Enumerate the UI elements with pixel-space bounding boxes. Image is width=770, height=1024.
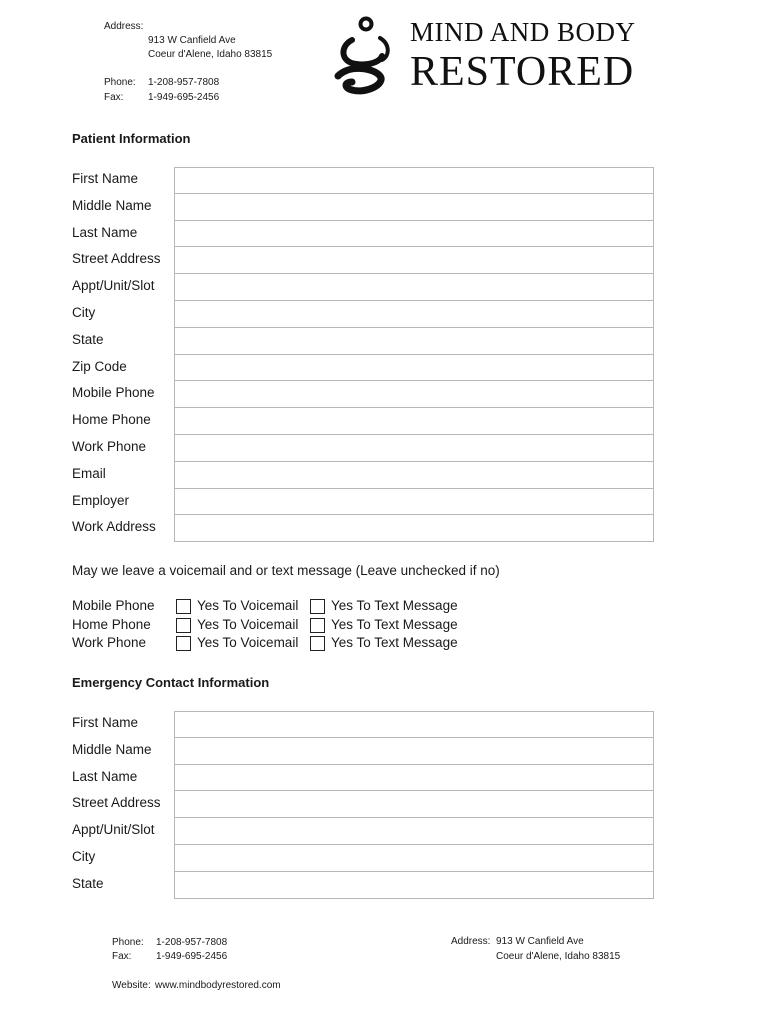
home-phone-text-checkbox[interactable]	[310, 618, 325, 633]
voicemail-row-label: Home Phone	[72, 616, 151, 632]
footer-phone-label: Phone:	[112, 937, 144, 948]
header-address-label: Address:	[104, 21, 144, 32]
patient-label-first-name: First Name	[72, 171, 139, 186]
patient-label-zip-code: Zip Code	[72, 358, 127, 374]
patient-first-name-input[interactable]	[174, 167, 654, 194]
footer-address-line1: 913 W Canfield Ave	[496, 936, 584, 947]
work-phone-text-checkbox[interactable]	[310, 636, 325, 651]
patient-section-title: Patient Information	[72, 131, 191, 146]
footer-address-label: Address:	[451, 936, 491, 947]
patient-email-input[interactable]	[174, 462, 654, 489]
emergency-section-title: Emergency Contact Information	[72, 675, 270, 690]
header-phone-label: Phone:	[104, 77, 136, 88]
footer-fax-label: Fax:	[112, 951, 132, 962]
patient-row-appt-unit-slot	[72, 274, 657, 301]
patient-row-email	[72, 462, 657, 489]
emergency-row-last-name	[72, 765, 657, 792]
emergency-label-street-address: Street Address	[72, 795, 161, 811]
emergency-label-state: State	[72, 875, 104, 891]
patient-zip-code-input[interactable]	[174, 355, 654, 382]
footer-website-label: Website:	[112, 980, 151, 991]
patient-label-state: State	[72, 331, 104, 347]
header-fax: 1-949-695-2456	[148, 92, 220, 103]
emergency-form-table	[72, 711, 657, 899]
patient-form-table	[72, 167, 657, 542]
emergency-row-city	[72, 845, 657, 872]
patient-label-work-phone: Work Phone	[72, 438, 147, 454]
patient-employer-input[interactable]	[174, 489, 654, 516]
patient-row-first-name	[72, 167, 657, 194]
patient-mobile-phone-input[interactable]	[174, 381, 654, 408]
emergency-state-input[interactable]	[174, 872, 654, 899]
voicemail-option-label: Yes To Voicemail	[197, 598, 299, 613]
patient-work-address-input[interactable]	[174, 515, 654, 542]
patient-street-address-input[interactable]	[174, 247, 654, 274]
footer-website-link[interactable]: www.mindbodyrestored.com	[155, 980, 281, 991]
patient-row-city	[72, 301, 657, 328]
emergency-middle-name-input[interactable]	[174, 738, 654, 765]
patient-middle-name-input[interactable]	[174, 194, 654, 221]
patient-label-street-address: Street Address	[72, 251, 161, 267]
patient-row-middle-name	[72, 194, 657, 221]
patient-state-input[interactable]	[174, 328, 654, 355]
patient-label-home-phone: Home Phone	[72, 412, 151, 428]
emergency-label-first-name: First Name	[72, 715, 139, 730]
voicemail-option-label: Yes To Voicemail	[197, 616, 299, 632]
work-phone-voicemail-checkbox[interactable]	[176, 636, 191, 651]
patient-row-state	[72, 328, 657, 355]
emergency-row-first-name	[72, 711, 657, 738]
patient-label-email: Email	[72, 465, 106, 481]
emergency-label-last-name: Last Name	[72, 768, 138, 784]
logo-text-line1: MIND AND BODY	[410, 17, 636, 47]
voicemail-row-label: Work Phone	[72, 635, 147, 650]
patient-appt-unit-slot-input[interactable]	[174, 274, 654, 301]
patient-label-city: City	[72, 304, 96, 320]
emergency-row-street-address	[72, 791, 657, 818]
mobile-phone-voicemail-checkbox[interactable]	[176, 599, 191, 614]
meditation-figure-icon	[330, 16, 402, 96]
footer-phone: 1-208-957-7808	[156, 937, 228, 948]
patient-row-street-address	[72, 247, 657, 274]
emergency-appt-unit-slot-input[interactable]	[174, 818, 654, 845]
emergency-row-appt-unit-slot	[72, 818, 657, 845]
header-address-line2: Coeur d'Alene, Idaho 83815	[148, 49, 273, 60]
patient-label-middle-name: Middle Name	[72, 197, 152, 213]
patient-home-phone-input[interactable]	[174, 408, 654, 435]
patient-row-work-address	[72, 515, 657, 542]
header-phone: 1-208-957-7808	[148, 77, 220, 88]
patient-row-work-phone	[72, 435, 657, 462]
voicemail-option-label: Yes To Voicemail	[197, 635, 299, 650]
emergency-first-name-input[interactable]	[174, 711, 654, 738]
voicemail-row-label: Mobile Phone	[72, 598, 155, 613]
patient-label-last-name: Last Name	[72, 224, 138, 240]
emergency-street-address-input[interactable]	[174, 791, 654, 818]
home-phone-voicemail-checkbox[interactable]	[176, 618, 191, 633]
footer-address-line2: Coeur d'Alene, Idaho 83815	[496, 951, 621, 962]
patient-row-last-name	[72, 221, 657, 248]
patient-row-mobile-phone	[72, 381, 657, 408]
patient-work-phone-input[interactable]	[174, 435, 654, 462]
patient-row-zip-code	[72, 355, 657, 382]
patient-label-mobile-phone: Mobile Phone	[72, 385, 155, 401]
emergency-label-appt-unit-slot: Appt/Unit/Slot	[72, 822, 155, 838]
patient-last-name-input[interactable]	[174, 221, 654, 248]
footer-fax: 1-949-695-2456	[156, 951, 228, 962]
patient-city-input[interactable]	[174, 301, 654, 328]
emergency-label-middle-name: Middle Name	[72, 741, 152, 757]
patient-label-employer: Employer	[72, 492, 130, 508]
text-option-label: Yes To Text Message	[331, 598, 458, 613]
emergency-row-state	[72, 872, 657, 899]
emergency-row-middle-name	[72, 738, 657, 765]
patient-label-work-address: Work Address	[72, 519, 156, 535]
patient-row-home-phone	[72, 408, 657, 435]
patient-row-employer	[72, 489, 657, 516]
text-option-label: Yes To Text Message	[331, 635, 458, 650]
header-address-line1: 913 W Canfield Ave	[148, 35, 236, 46]
logo-text-line2: RESTORED	[410, 49, 635, 95]
mobile-phone-text-checkbox[interactable]	[310, 599, 325, 614]
emergency-last-name-input[interactable]	[174, 765, 654, 792]
patient-label-appt-unit-slot: Appt/Unit/Slot	[72, 278, 155, 294]
voicemail-question: May we leave a voicemail and or text message (Leave unchecked if no)	[72, 563, 500, 578]
emergency-label-city: City	[72, 848, 96, 864]
emergency-city-input[interactable]	[174, 845, 654, 872]
text-option-label: Yes To Text Message	[331, 616, 458, 632]
header-fax-label: Fax:	[104, 92, 124, 103]
